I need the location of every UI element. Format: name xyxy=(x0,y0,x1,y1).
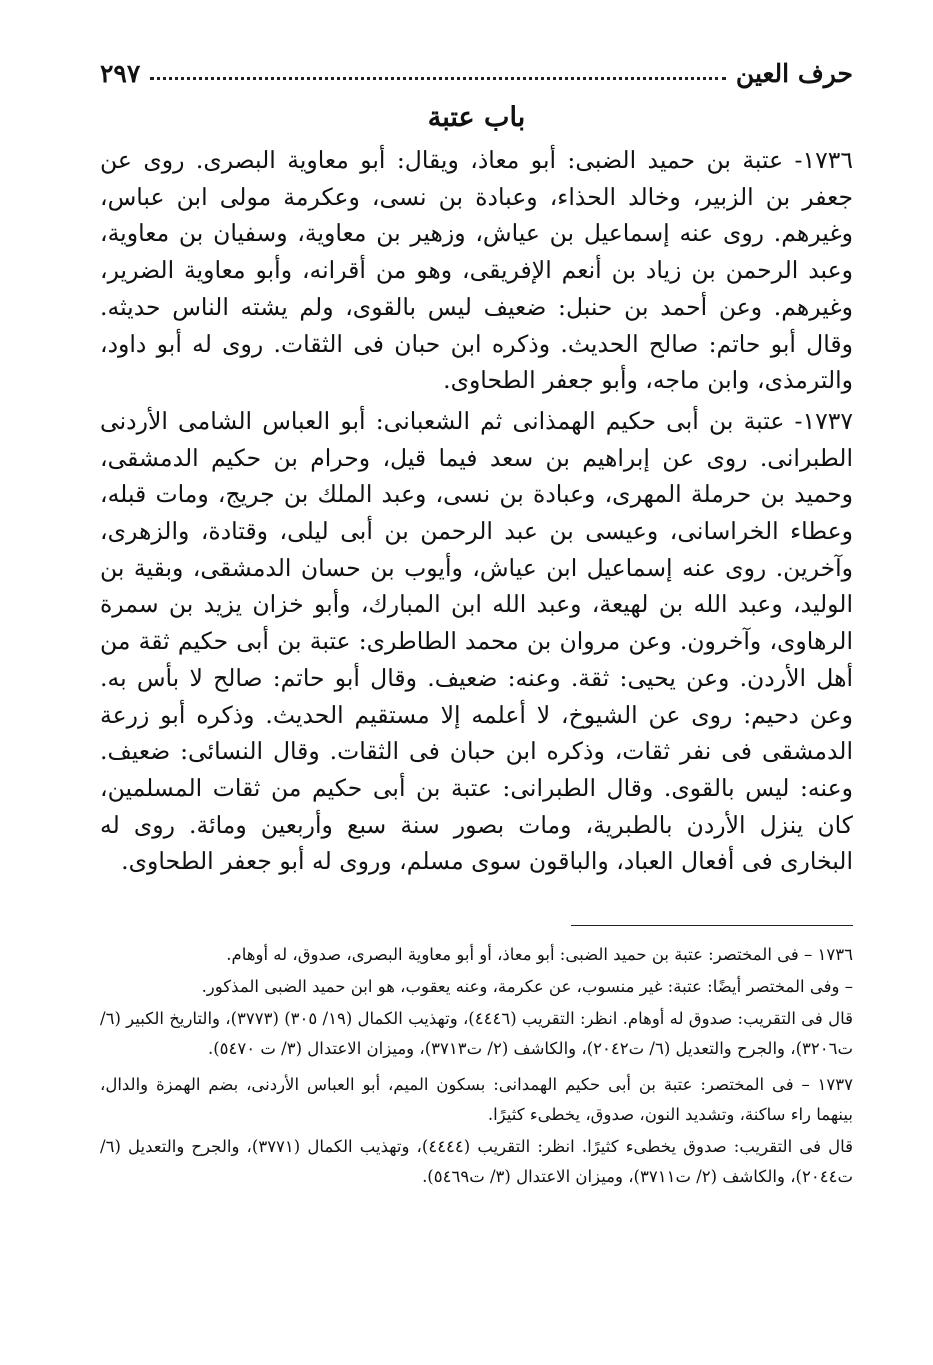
footnote-1736-taqrib: قال فى التقريب: صدوق له أوهام. انظر: التقريب (٤٤٤٦)، وتهذيب الكمال (١٩/ ٣٠٥) (٣٧٧٣)، والتاريخ الكبير (٦/ ت٣٢٠٦)، والجرح والتعديل (٦/ ت٢٠٤٢)، والكاشف (٢/ ت٣٧١٣)، وميزان الاعتدال (٣/ ت ٥٤٧٠). xyxy=(100,1009,853,1059)
footnote-separator xyxy=(571,925,853,926)
main-text xyxy=(100,142,853,880)
book-page xyxy=(100,40,853,1192)
page-number: ٢٩٧ xyxy=(100,59,141,88)
footnote-1736: ١٧٣٦ – فى المختصر: عتبة بن حميد الضبى: أبو معاذ، أو أبو معاوية البصرى، صدوق، له أوهام. xyxy=(226,945,853,965)
entry-1736: ١٧٣٦- عتبة بن حميد الضبى: أبو معاذ، ويقال: أبو معاوية البصرى. روى عن جعفر بن الزبير، وخالد الحذاء، وعبادة بن نسى، وعكرمة مولى ابن عباس، وغيرهم. روى عنه إسماعيل بن عياش، وزهير بن معاوية، وسفيان بن معاوية، وعبد الرحمن بن زياد بن أنعم الإفريقى، وهو من أقرانه، وأبو معاوية الضرير، وغيرهم. وعن أحمد بن حنبل: ضعيف ليس بالقوى، ولم يشته الناس حديثه. وقال أبو حاتم: صالح الحديث. وذكره ابن حبان فى الثقات. روى له أبو داود، والترمذى، وابن ماجه، وأبو جعفر الطحاوى. xyxy=(100,146,853,395)
footnote-1737: ١٧٣٧ – فى المختصر: عتبة بن أبى حكيم الهمدانى: بسكون الميم، أبو العباس الأردنى، بضم الهمزة والدال، بينهما راء ساكنة، وتشديد النون، صدوق، يخطىء كثيرًا. xyxy=(100,1075,853,1125)
dotted-leader xyxy=(150,77,726,80)
footnotes xyxy=(100,940,853,1192)
footnote-1737-taqrib: قال فى التقريب: صدوق يخطىء كثيرًا. انظر: التقريب (٤٤٤٤)، وتهذيب الكمال (٣٧٧١)، والجرح والتعديل (٦/ ت٢٠٤٤)، والكاشف (٢/ ت٣٧١١)، وميزان الاعتدال (٣/ ت٥٤٦٩). xyxy=(100,1137,853,1187)
chapter-title: باب عتبة xyxy=(427,102,526,133)
running-title: حرف العين xyxy=(735,59,853,88)
entry-1737: ١٧٣٧- عتبة بن أبى حكيم الهمذانى ثم الشعبانى: أبو العباس الشامى الأردنى الطبرانى. روى عن إبراهيم بن سعد فيما قيل، وحرام بن حكيم الدمشقى، وحميد بن حرملة المهرى، وعبادة بن نسى، وعبد الملك بن جريج، ومات قبله، وعطاء الخراسانى، وعيسى بن عبد الرحمن بن أبى ليلى، وقتادة، والزهرى، وآخرين. روى عنه إسماعيل ابن عياش، وأيوب بن حسان الدمشقى، وبقية بن الوليد، وعبد الله بن لهيعة، وعبد الله ابن المبارك، وأبو خزان يزيد بن سمرة الرهاوى، وآخرون. وعن مروان بن محمد الطاطرى: عتبة بن أبى حكيم ثقة من أهل الأردن. وعن يحيى: ثقة. وعنه: ضعيف. وقال أبو حاتم: صالح لا بأس به. وعن دحيم: روى عن الشيوخ، لا أعلمه إلا مستقيم الحديث. وذكره أبو زرعة الدمشقى فى نفر ثقات، وذكره ابن حبان فى الثقات. وقال النسائى: ضعيف. وعنه: ليس بالقوى. وقال الطبرانى: عتبة بن أبى حكيم من ثقات المسلمين، كان ينزل الأردن بالطبرية، ومات بصور سنة سبع وأربعين ومائة. روى له البخارى فى أفعال العباد، والباقون سوى مسلم، وروى له أبو جعفر الطحاوى. xyxy=(100,406,853,876)
running-header xyxy=(100,40,853,88)
footnote-1736-alt: – وفى المختصر أيضًا: عتبة: غير منسوب، عن عكرمة، وعنه يعقوب، هو ابن حميد الضبى المذكور. xyxy=(201,977,853,997)
